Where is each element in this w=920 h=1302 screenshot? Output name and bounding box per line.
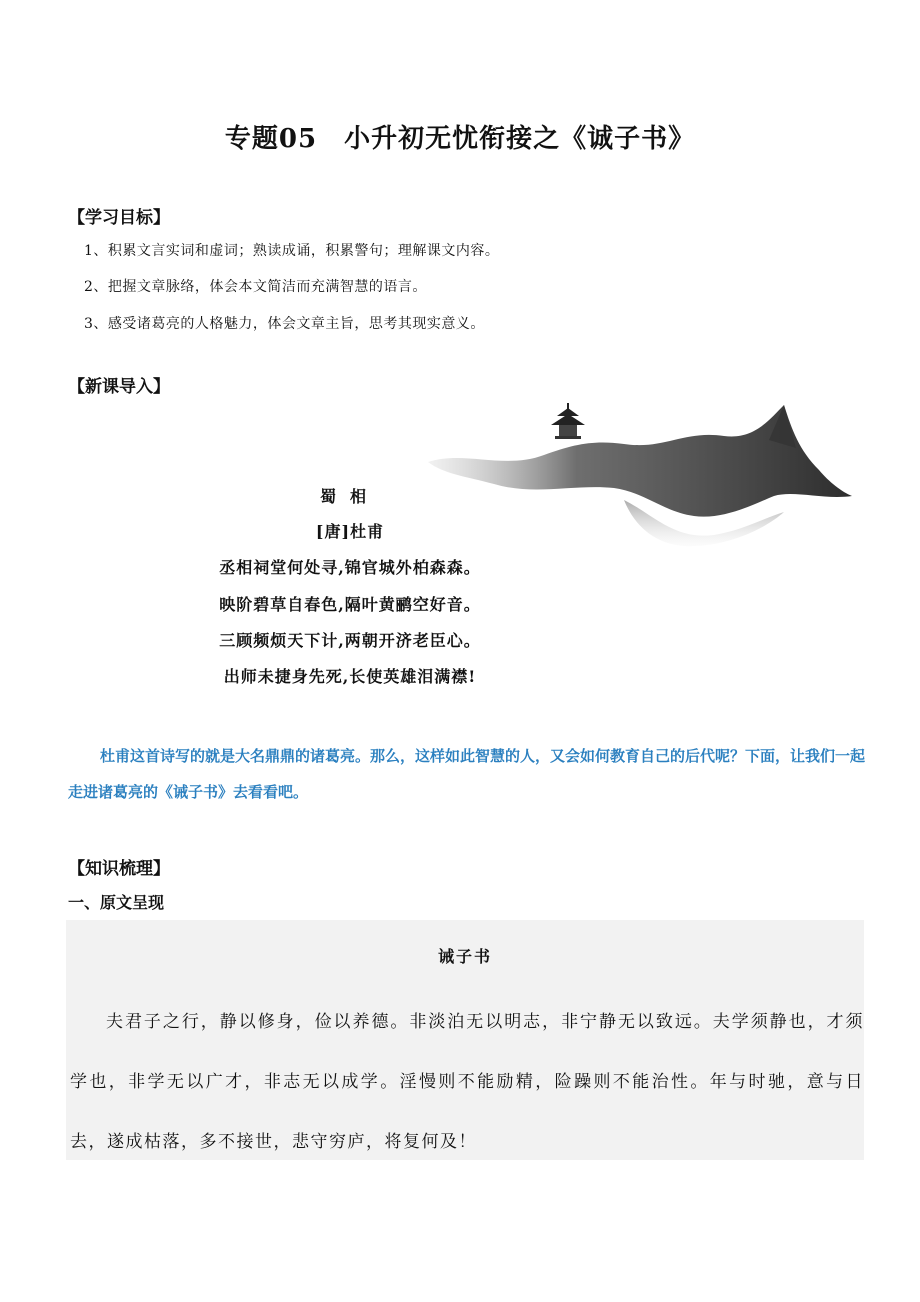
poem-line-3: 三顾频烦天下计,两朝开济老臣心。 — [219, 631, 481, 650]
intro-heading: 【新课导入】 — [68, 377, 170, 397]
knowledge-heading: 【知识梳理】 — [68, 859, 170, 879]
poem-line-1: 丞相祠堂何处寻,锦官城外柏森森。 — [219, 558, 481, 577]
poem-title: 蜀相 — [319, 487, 380, 506]
page-title: 专题05 小升初无忧衔接之《诚子书》 — [224, 124, 696, 154]
goal-item-1: 1、积累文言实词和虚词；熟读成诵，积累警句；理解课文内容。 — [84, 243, 500, 259]
original-text-title: 诫子书 — [437, 947, 492, 966]
poem-author: [唐]杜甫 — [315, 522, 385, 541]
goals-heading: 【学习目标】 — [68, 208, 170, 228]
goal-item-3: 3、感受诸葛亮的人格魅力，体会文章主旨，思考其现实意义。 — [84, 316, 485, 332]
goal-item-2: 2、把握文章脉络，体会本文简洁而充满智慧的语言。 — [84, 279, 427, 295]
original-text-body: 夫君子之行，静以修身，俭以养德。非淡泊无以明志，非宁静无以致远。夫学须静也，才须学也，非学无以广才，非志无以成学。淫慢则不能励精，险躁则不能治性。年与时驰，意与日去，遂成枯落，多不接世，悲守穷庐，将复何及！ — [70, 1012, 864, 1152]
original-text-subheading: 一、原文呈现 — [68, 893, 165, 912]
poem-line-4: 出师未捷身先死,长使英雄泪满襟! — [223, 667, 477, 686]
intro-paragraph: 杜甫这首诗写的就是大名鼎鼎的诸葛亮。那么，这样如此智慧的人，又会如何教育自己的后代呢？下面，让我们一起走进诸葛亮的《诫子书》去看看吧。 — [68, 747, 866, 801]
original-text-box — [66, 920, 864, 1160]
poem-line-2: 映阶碧草自春色,隔叶黄鹂空好音。 — [219, 595, 481, 614]
